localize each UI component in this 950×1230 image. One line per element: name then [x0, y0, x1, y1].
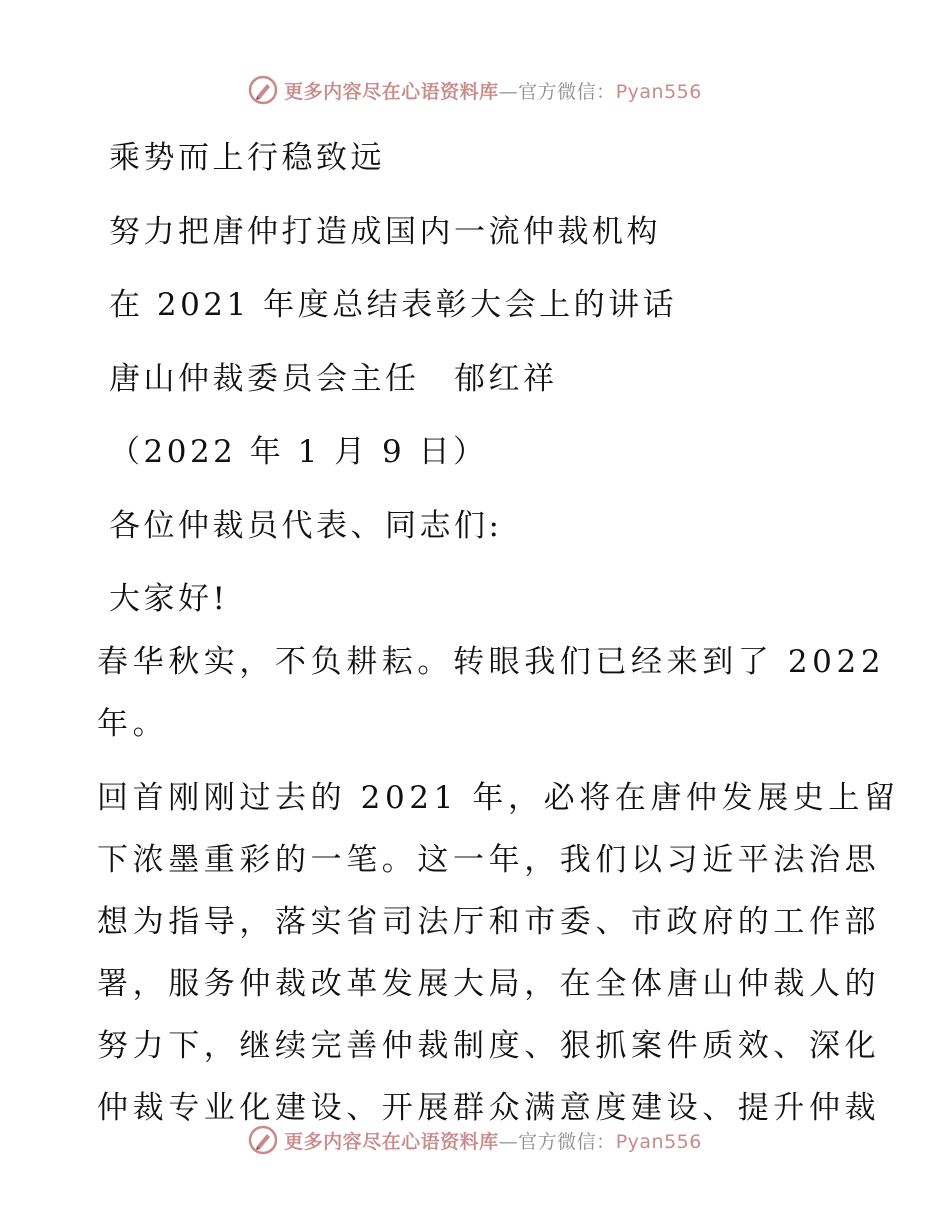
- paragraph-line: 年。: [97, 705, 169, 742]
- doc-title: 乘势而上行稳致远: [109, 140, 385, 176]
- paragraph-1: [97, 631, 886, 755]
- doc-subtitle: 努力把唐仲打造成国内一流仲裁机构: [109, 213, 661, 250]
- paragraph-2: [97, 767, 900, 1139]
- paragraph-line: 回首刚刚过去的 2021 年，必将在唐仲发展史上留: [97, 779, 900, 816]
- watermark-site-text: 更多内容尽在心语资料库: [284, 1130, 499, 1153]
- doc-greeting: 大家好!: [109, 581, 229, 617]
- pen-logo-icon: [248, 75, 278, 105]
- watermark-wechat-label: 官方微信：: [518, 80, 616, 103]
- doc-salutation: 各位仲裁员代表、同志们:: [109, 507, 503, 544]
- watermark-separator: —: [498, 1130, 519, 1153]
- paragraph-line: 努力下，继续完善仲裁制度、狠抓案件质效、深化: [97, 1027, 881, 1064]
- watermark-wechat-id: Pyan556: [615, 80, 702, 103]
- paragraph-line: 想为指导，落实省司法厅和市委、市政府的工作部: [97, 903, 881, 940]
- document-body: [97, 122, 900, 1151]
- watermark-wechat-id: Pyan556: [615, 1130, 702, 1153]
- paragraph-line: 署，服务仲裁改革发展大局，在全体唐山仲裁人的: [97, 965, 881, 1002]
- pen-logo-icon: [248, 1125, 278, 1155]
- paragraph-line: 下浓墨重彩的一笔。这一年，我们以习近平法治思: [97, 841, 881, 878]
- doc-date: （2022 年 1 月 9 日）: [109, 434, 488, 470]
- watermark-site-text: 更多内容尽在心语资料库: [284, 80, 499, 103]
- doc-speaker: 唐山仲裁委员会主任 郁红祥: [109, 360, 558, 397]
- doc-occasion: 在 2021 年度总结表彰大会上的讲话: [109, 287, 678, 323]
- watermark-wechat-label: 官方微信：: [518, 1130, 616, 1153]
- footer-watermark: [0, 1122, 950, 1158]
- watermark-separator: —: [498, 80, 519, 103]
- paragraph-line: 春华秋实，不负耕耘。转眼我们已经来到了 2022: [97, 643, 886, 680]
- header-watermark: [0, 72, 950, 108]
- paragraph-line: 仲裁专业化建设、开展群众满意度建设、提升仲裁: [97, 1089, 881, 1126]
